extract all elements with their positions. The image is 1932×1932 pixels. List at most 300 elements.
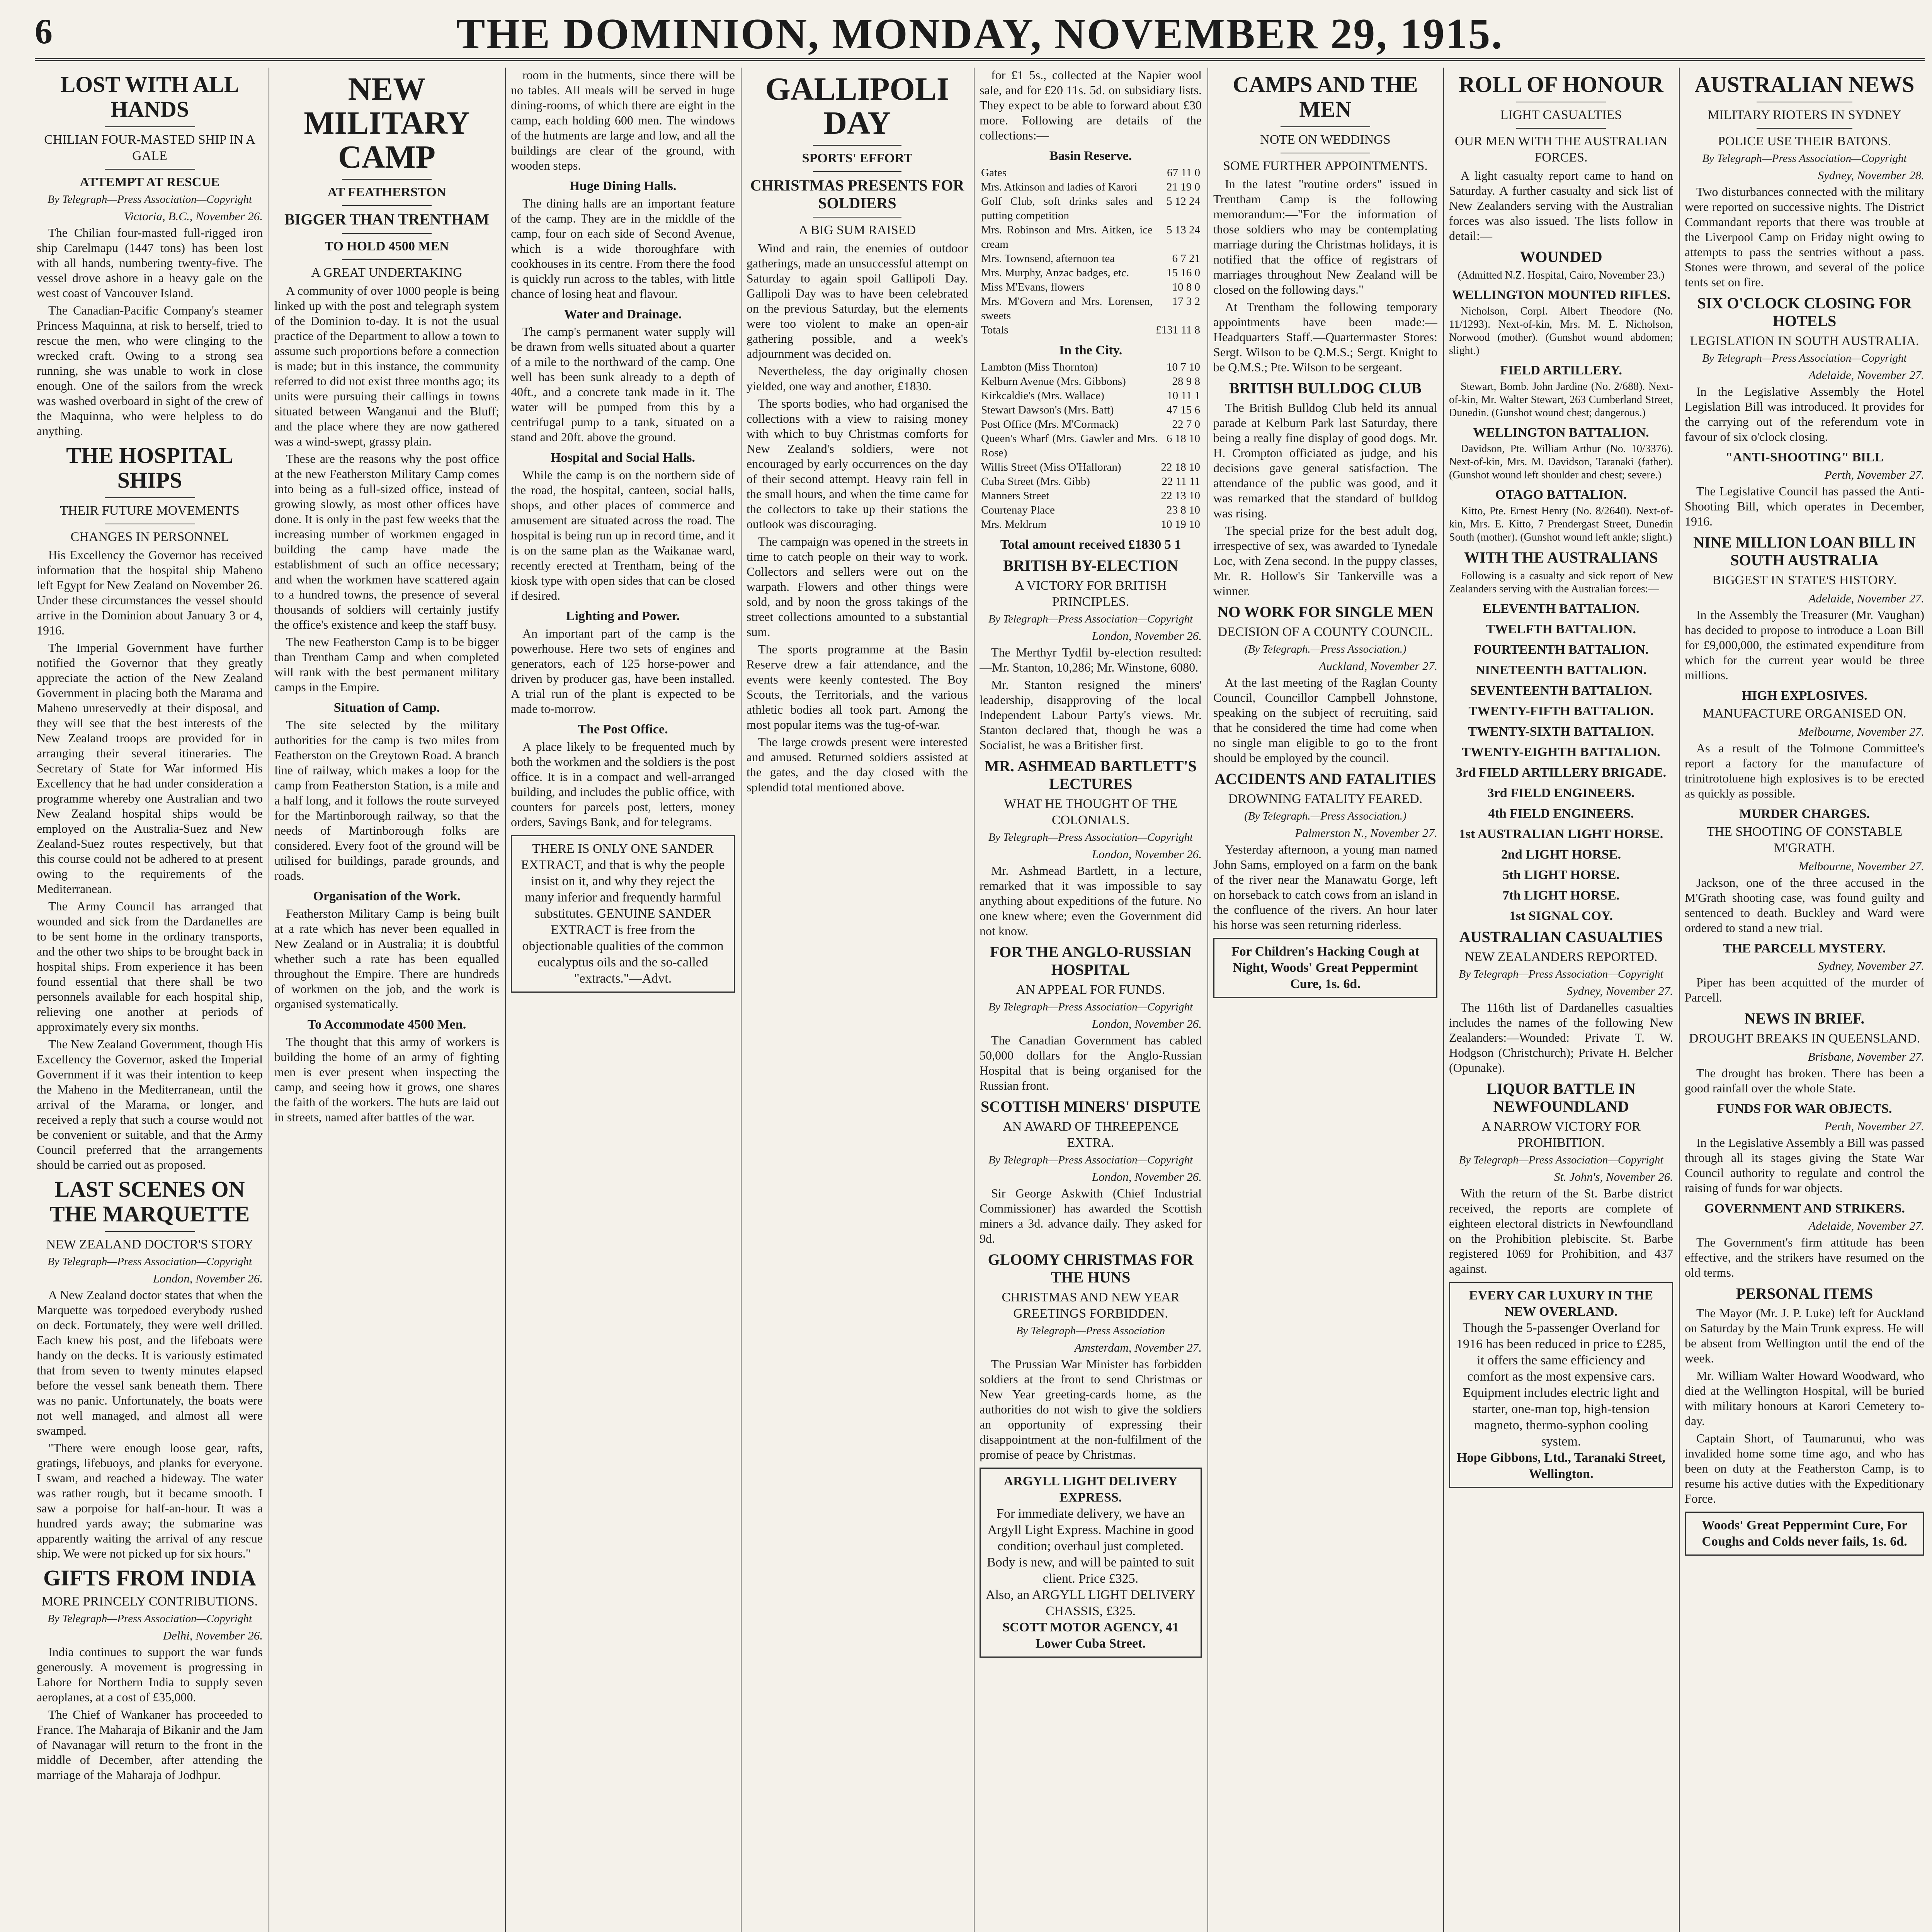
headline-six-oclock-closing: SIX O'CLOCK CLOSING FOR HOTELS	[1697, 294, 1912, 330]
collection-amount: 10 11 1	[1167, 389, 1200, 402]
ad-signature: SCOTT MOTOR AGENCY, 41 Lower Cuba Street.	[1002, 1620, 1179, 1651]
collection-label: Golf Club, soft drinks sales and putting competition	[981, 195, 1153, 222]
section-heading: Situation of Camp.	[333, 701, 440, 715]
subheading: A NARROW VICTORY FOR PROHIBITION.	[1481, 1119, 1641, 1150]
subheading: TO HOLD 4500 MEN	[325, 239, 449, 253]
subheading: MANUFACTURE ORGANISED ON.	[1702, 706, 1906, 721]
headline-roll-of-honour: ROLL OF HONOUR	[1459, 72, 1663, 97]
collection-amount: 5 12 24	[1167, 195, 1200, 207]
dateline: London, November 26.	[1092, 1170, 1202, 1184]
article-paragraph: His Excellency the Governor has received information that the hospital ship Maheno left Egypt for New Zealand on November 26. Under these circumstances the vessel should arrive in the Dominion about January 3 or 4, 1916.	[37, 548, 263, 637]
headline-british-bulldog-club: BRITISH BULLDOG CLUB	[1229, 379, 1422, 397]
collection-label: Mrs. Meldrum	[981, 518, 1047, 531]
dateline: London, November 26.	[1092, 1017, 1202, 1031]
article-paragraph: Piper has been acquitted of the murder of Parcell.	[1685, 975, 1924, 1004]
subheading: OUR MEN WITH THE AUSTRALIAN FORCES.	[1454, 134, 1668, 165]
article-paragraph: In the Legislative Assembly a Bill was passed through all its stages giving the State War Council authority to regulate and control the raising of funds for war objects.	[1685, 1136, 1924, 1195]
collection-label: Willis Street (Miss O'Halloran)	[981, 461, 1121, 473]
subheading: SOME FURTHER APPOINTMENTS.	[1223, 159, 1428, 173]
unit-heading: 2nd LIGHT HORSE.	[1501, 847, 1621, 862]
table-row	[980, 166, 1202, 180]
unit-heading: FIELD ARTILLERY.	[1500, 363, 1622, 378]
section-heading: The Post Office.	[578, 722, 668, 736]
collection-amount: 22 13 10	[1161, 490, 1200, 502]
article-paragraph: The drought has broken. There has been a good rainfall over the whole State.	[1685, 1066, 1924, 1095]
subheading: ATTEMPT AT RESCUE	[80, 175, 220, 189]
column-4	[747, 68, 968, 1932]
headline-anglo-russian-hospital: FOR THE ANGLO-RUSSIAN HOSPITAL	[990, 943, 1192, 978]
divider	[813, 171, 901, 172]
divider	[342, 233, 432, 234]
subheading: DROUGHT BREAKS IN QUEENSLAND.	[1689, 1031, 1920, 1046]
unit-heading: TWENTY-SIXTH BATTALION.	[1468, 724, 1654, 739]
unit-heading: TWENTY-FIFTH BATTALION.	[1468, 704, 1654, 718]
casualty-entry: Davidson, Pte. William Arthur (No. 10/3376). Next-of-kin, Mrs. M. Davidson, Taranaki (father). (Gunshot wound left shoulder and chest; severe.)	[1449, 443, 1673, 481]
ad-signature: Hope Gibbons, Ltd., Taranaki Street, Wellington.	[1457, 1451, 1665, 1481]
table-row	[980, 360, 1202, 374]
collection-amount: £131 11 8	[1156, 324, 1200, 336]
article-paragraph: The sports bodies, who had organised the collections with a view to raising money with which to buy Christmas comforts for New Zealand's soldiers, were not encouraged by early occurrences on the day of their second attempt. Heavy rain fell in the small hours, and when the time came for the collectors to take up their stations the outlook was discouraging.	[747, 396, 968, 531]
byline: By Telegraph—Press Association—Copyright	[988, 831, 1193, 844]
subheading: CHRISTMAS PRESENTS FOR SOLDIERS	[750, 177, 964, 212]
subheading: WHAT HE THOUGHT OF THE COLONIALS.	[1004, 797, 1177, 827]
article-paragraph: Two disturbances connected with the military were reported on successive nights. The District Commandant reports that there was trouble at the Liverpool Camp on Friday night owing to attempts to pass the sentries without a pass. Stones were thrown, and several of the police tents set on fire.	[1685, 185, 1924, 289]
dateline: Sydney, November 27.	[1818, 959, 1924, 973]
article-paragraph: In the Assembly the Treasurer (Mr. Vaughan) has decided to propose to introduce a Loan Bill for £9,000,000, the estimated expenditure from which for the current year would be three millions.	[1685, 608, 1924, 682]
article-paragraph: The campaign was opened in the streets in time to catch people on their way to work. Collectors and sellers were out on the warpath. Flowers and other things were sold, and by noon the gross takings of the street collections amounted to a substantial sum.	[747, 534, 968, 639]
table-row	[980, 374, 1202, 389]
unit-heading: FOURTEENTH BATTALION.	[1473, 643, 1649, 657]
section-heading: Huge Dining Halls.	[569, 179, 677, 193]
collection-amount: 5 13 24	[1167, 224, 1200, 236]
headline-gloomy-christmas: GLOOMY CHRISTMAS FOR THE HUNS	[988, 1251, 1194, 1286]
table-row	[980, 403, 1202, 417]
collection-amount: 10 8 0	[1172, 281, 1200, 293]
divider	[813, 217, 901, 218]
headline-accidents-fatalities: ACCIDENTS AND FATALITIES	[1214, 770, 1436, 787]
subheading: NEW ZEALAND DOCTOR'S STORY	[46, 1237, 253, 1252]
headline-gifts-from-india: GIFTS FROM INDIA	[43, 1565, 257, 1590]
section-heading: Organisation of the Work.	[313, 889, 461, 903]
table-row	[980, 503, 1202, 517]
subheading: BIGGEST IN STATE'S HISTORY.	[1712, 573, 1897, 587]
casualty-entry: Stewart, Bomb. John Jardine (No. 2/688). Next-of-kin, Mr. Walter Stewart, 263 Cumberland Street, Dunedin. (Gunshot wound chest; dangerous.)	[1449, 381, 1673, 419]
unit-heading: OTAGO BATTALION.	[1495, 488, 1627, 502]
divider	[1281, 126, 1370, 127]
article-paragraph: Jackson, one of the three accused in the M'Grath shooting case, was found guilty and sentenced to death. Buckley and Ward were ordered to stand a new trial.	[1685, 876, 1924, 935]
dateline: London, November 26.	[153, 1272, 263, 1285]
headline-government-strikers: GOVERNMENT AND STRIKERS.	[1704, 1201, 1905, 1216]
subheading: AN APPEAL FOR FUNDS.	[1016, 983, 1165, 997]
unit-heading: SEVENTEENTH BATTALION.	[1470, 684, 1652, 698]
article-paragraph: The Merthyr Tydfil by-election resulted:—Mr. Stanton, 10,286; Mr. Winstone, 6080.	[980, 645, 1202, 674]
article-paragraph: The Prussian War Minister has forbidden soldiers at the front to send Christmas or New Year greeting-cards home, as the authorities do not wish to give the soldiers an opportunity of expressing their disappointment at the non-fulfilment of the promise of peace by Christmas.	[980, 1357, 1202, 1461]
section-heading: WITH THE AUSTRALIANS	[1464, 549, 1658, 566]
dateline: London, November 26.	[1092, 629, 1202, 643]
byline: By Telegraph—Press Association	[1016, 1325, 1165, 1337]
page-number: 6	[35, 12, 53, 51]
subheading: LIGHT CASUALTIES	[1500, 108, 1622, 122]
article-paragraph: Wind and rain, the enemies of outdoor gatherings, made an unsuccessful attempt on Saturday to again spoil Gallipoli Day. Gallipoli Day was to have been celebrated on the previous Saturday, but the elements were too violent to make an open-air gathering possible, and a week's adjournment was decided on.	[747, 241, 968, 361]
article-paragraph: These are the reasons why the post office at the new Featherston Military Camp comes into being as a full-sized office, instead of growing slowly, as most other offices have done. It is only in the past few weeks that the increasing number of workmen engaged in building the camp have made the establishment of such an office necessary; and when the workmen have scattered again to a hundred towns, the presence of several thousands of soldiers will certainly justify the office's existence and keep the staff busy.	[274, 452, 499, 631]
city-collections-table	[980, 360, 1202, 532]
article-paragraph: The site selected by the military authorities for the camp is two miles from Featherston on the Greytown Road. A branch line of railway, which makes a loop for the camp from Featherston Station, is a mile and a half long, and it follows the route surveyed for the Martinborough railway, so that the needs of Martinborough folks are considered. Every foot of the ground will be utilised for buildings, parade grounds, and roads.	[274, 718, 499, 883]
divider	[105, 497, 195, 498]
article-paragraph: The Chief of Wankaner has proceeded to France. The Maharaja of Bikanir and the Jam of Navanagar will return to the front in the middle of December, after attending the marriage of the Maharaja of Jodhpur.	[37, 1708, 263, 1782]
collection-amount: 22 11 11	[1162, 475, 1200, 488]
collection-amount: 22 7 0	[1172, 418, 1200, 430]
column-rule	[1679, 68, 1680, 1932]
collection-label: Mrs. Robinson and Mrs. Aitken, ice cream	[981, 224, 1153, 250]
byline: By Telegraph—Press Association—Copyright	[988, 1001, 1193, 1013]
dateline: Melbourne, November 27.	[1798, 859, 1924, 873]
article-paragraph: The Legislative Council has passed the Anti-Shooting Bill, which operates in December, 1916.	[1685, 484, 1924, 528]
table-row	[980, 489, 1202, 503]
column-6	[1213, 68, 1437, 1932]
headline-australian-news: AUSTRALIAN NEWS	[1694, 72, 1915, 97]
article-paragraph: The Canadian-Pacific Company's steamer Princess Maquinna, at risk to herself, tried to rescue the men, who were clinging to the wrecked craft. Owing to a strong sea running, she was unable to work in close enough. One of the sailors from the wreck was washed overboard in sight of the crew of the Maquinna, who were helpless to do anything.	[37, 303, 263, 438]
unit-heading: 4th FIELD ENGINEERS.	[1488, 806, 1634, 821]
section-heading: WOUNDED	[1520, 248, 1602, 265]
article-paragraph: Nevertheless, the day originally chosen yielded, one way and another, £1830.	[747, 364, 968, 393]
subheading: NOTE ON WEDDINGS	[1260, 133, 1391, 147]
unit-heading: 7th LIGHT HORSE.	[1502, 888, 1620, 903]
divider	[342, 205, 432, 206]
section-heading: Lighting and Power.	[566, 609, 680, 623]
unit-heading: 1st AUSTRALIAN LIGHT HORSE.	[1459, 827, 1663, 841]
city-collections-table-body	[980, 360, 1202, 532]
headline-no-work-single-men: NO WORK FOR SINGLE MEN	[1217, 603, 1434, 621]
subheading: MILITARY RIOTERS IN SYDNEY	[1708, 108, 1901, 122]
collection-amount: 6 7 21	[1172, 252, 1200, 265]
dateline: London, November 26.	[1092, 847, 1202, 861]
section-heading: To Accommodate 4500 Men.	[307, 1017, 466, 1032]
article-paragraph: An important part of the camp is the powerhouse. Here two sets of engines and generators, each of 125 horse-power and driven by producer gas, have been installed. A trial run of the plant is expected to be made to-morrow.	[511, 626, 735, 716]
subheading: BIGGER THAN TRENTHAM	[284, 211, 489, 228]
column-3	[511, 68, 735, 1932]
ad-heading: EVERY CAR LUXURY IN THE NEW OVERLAND.	[1469, 1288, 1653, 1319]
advertisement-argyll	[980, 1468, 1202, 1658]
dateline: Palmerston N., November 27.	[1295, 826, 1437, 840]
dateline: Amsterdam, November 27.	[1074, 1341, 1202, 1354]
unit-heading: 3rd FIELD ENGINEERS.	[1487, 786, 1635, 800]
headline-gallipoli-day: GALLIPOLI DAY	[765, 71, 949, 141]
collection-label: Courtenay Place	[981, 504, 1055, 516]
divider	[105, 1231, 195, 1232]
article-paragraph: The dining halls are an important feature of the camp. They are in the middle of the camp, four on each side of Second Avenue, which is a wide thoroughfare with cookhouses in its centre. From there the food is quickly run across to the tables, with little chance of losing heat and flavour.	[511, 196, 735, 301]
byline: By Telegraph—Press Association—Copyright	[988, 613, 1193, 625]
divider	[105, 169, 195, 170]
column-2	[274, 68, 499, 1932]
byline: By Telegraph—Press Association—Copyright	[48, 1255, 252, 1268]
collection-label: Kelburn Avenue (Mrs. Gibbons)	[981, 375, 1126, 388]
article-paragraph: The British Bulldog Club held its annual parade at Kelburn Park last Saturday, there being a really fine display of good dogs. Mr. H. Crompton officiated as judge, and his decisions gave general satisfaction. The attendance of the public was good, and it was remarked that the standard of bulldog was rising.	[1213, 401, 1437, 520]
dateline: Melbourne, November 27.	[1798, 725, 1924, 738]
article-paragraph: India continues to support the war funds generously. A movement is progressing in Lahore for Northern India to supply seven aeroplanes, at a cost of £35,000.	[37, 1645, 263, 1704]
headline-news-in-brief: NEWS IN BRIEF.	[1744, 1010, 1865, 1027]
byline: By Telegraph—Press Association—Copyright	[48, 193, 252, 206]
subheading: A VICTORY FOR BRITISH PRINCIPLES.	[1014, 578, 1167, 609]
subheading: THE SHOOTING OF CONSTABLE M'GRATH.	[1706, 825, 1903, 855]
masthead	[35, 8, 1925, 61]
column-7	[1449, 68, 1673, 1932]
headline-anti-shooting-bill: "ANTI-SHOOTING" BILL	[1725, 450, 1884, 464]
dateline: Perth, November 27.	[1824, 1119, 1924, 1133]
article-paragraph: With the return of the St. Barbe district received, the reports are complete of eighteen electoral districts in Newfoundland on the Prohibition plebiscite. St. Barbe registered 1069 for Prohibition, and 437 against.	[1449, 1186, 1673, 1276]
collection-label: Cuba Street (Mrs. Gibb)	[981, 475, 1090, 488]
section-note: (Admitted N.Z. Hospital, Cairo, November 23.)	[1458, 269, 1665, 281]
newspaper-title: THE DOMINION, MONDAY, NOVEMBER 29, 1915.	[456, 10, 1503, 58]
article-paragraph: The 116th list of Dardanelles casualties includes the names of the following New Zealanders:—Wounded: Private T. W. Hodgson (Christchurch); Private H. Belcher (Opunake).	[1449, 1000, 1673, 1075]
byline: By Telegraph—Press Association—Copyright	[1459, 1154, 1663, 1166]
headline-high-explosives: HIGH EXPLOSIVES.	[1742, 689, 1867, 703]
article-paragraph: A place likely to be frequented much by both the workmen and the soldiers is the post office. It is in a compact and well-arranged building, and includes the public office, with counters for parcels post, letters, money orders, Savings Bank, and for telegrams.	[511, 740, 735, 829]
article-paragraph: At the last meeting of the Raglan County Council, Councillor Campbell Johnstone, speaking on the subject of recruiting, said that he considered the time had come when no single man eligible to go to the front should be employed by the council.	[1213, 675, 1437, 765]
article-paragraph: A New Zealand doctor states that when the Marquette was torpedoed everybody rushed on deck. Fortunately, they were well drilled. Each knew his post, and the lifeboats were handy on the decks. It is variously estimated that from seven to twenty minutes elapsed before the vessel sank beneath them. There was no panic. Unfortunately, the boats were not well managed, and almost all were swamped.	[37, 1288, 263, 1437]
article-paragraph: Sir George Askwith (Chief Industrial Commissioner) has awarded the Scottish miners a 3d. advance daily. They asked for 9d.	[980, 1186, 1202, 1245]
article-paragraph: The Canadian Government has cabled 50,000 dollars for the Anglo-Russian Hospital that is being organised for the Russian front.	[980, 1033, 1202, 1092]
unit-heading: NINETEENTH BATTALION.	[1475, 663, 1647, 677]
article-paragraph: The Army Council has arranged that wounded and sick from the Dardanelles are to be sent home in the ordinary transports, and the other two ships to be brought back in hospital ships. From experience it has been found essential that there shall be two personnels available for each hospital ship, relieving one another at periods of approximately every six months.	[37, 899, 263, 1034]
ad-text: Also, an ARGYLL LIGHT DELIVERY CHASSIS, £325.	[985, 1588, 1196, 1618]
byline: By Telegraph—Press Association—Copyright	[1702, 352, 1907, 364]
column-5	[980, 68, 1202, 1932]
column-rule	[741, 68, 742, 1932]
subheading: SPORTS' EFFORT	[802, 151, 913, 165]
ad-text: For immediate delivery, we have an Argyll Light Express. Machine in good condition; overhaul just completed. Body is new, and will be painted to suit client. Price £325.	[986, 1507, 1194, 1586]
article-paragraph: The Imperial Government have further notified the Governor that they greatly appreciate the action of the New Zealand Government in placing both the Marama and Maheno unreservedly at their disposal, and they will see that the best interests of the New Zealand troops are provided for in arranging their several itineraries. The Secretary of State for War informed His Excellency that he had under consideration a programme whereby one Australian and two New Zealand hospital ships would be employed on the Australia-Suez and New Zealand-Suez routes respectively, but that this course could not be adhered to at present owing to the requirements of the Mediterranean.	[37, 641, 263, 896]
headline-australian-casualties: AUSTRALIAN CASUALTIES	[1459, 928, 1663, 946]
unit-heading: WELLINGTON BATTALION.	[1473, 425, 1649, 440]
dateline: Adelaide, November 27.	[1808, 592, 1924, 605]
section-heading: Water and Drainage.	[564, 307, 682, 321]
article-paragraph: Featherston Military Camp is being built at a rate which has never been equalled in New Zealand or in Australia; it is doubtful whether such a rate has been equalled throughout the Empire. There are hundreds of workmen on the job, and the work is organised systematically.	[274, 906, 499, 1011]
unit-heading: WELLINGTON MOUNTED RIFLES.	[1452, 288, 1670, 302]
table-row	[980, 223, 1202, 252]
subheading: LEGISLATION IN SOUTH AUSTRALIA.	[1690, 334, 1919, 348]
headline-parcell-mystery: THE PARCELL MYSTERY.	[1723, 941, 1886, 956]
article-paragraph: Captain Short, of Taumarunui, who was invalided home some time ago, and who has been on duty at the Featherston Camp, is to resume his active duties with the Expeditionary Force.	[1685, 1431, 1924, 1505]
table-row	[980, 517, 1202, 532]
casualty-entry: Following is a casualty and sick report of New Zealanders serving with the Australian forces:—	[1449, 570, 1673, 595]
headline-loan-bill: NINE MILLION LOAN BILL IN SOUTH AUSTRALIA	[1693, 534, 1916, 569]
article-paragraph: The sports programme at the Basin Reserve drew a fair attendance, and the events were keenly contested. The Boy Scouts, the Territorials, and the various athletic bodies all took part. Among the most popular items was the tug-of-war.	[747, 642, 968, 731]
collection-label: Mrs. M'Govern and Mrs. Lorensen, sweets	[981, 295, 1153, 322]
dateline: Perth, November 27.	[1824, 468, 1924, 481]
article-paragraph: The special prize for the best adult dog, irrespective of sex, was awarded to Tynedale Loc, with Zena second. In the puppy classes, Mr. R. Hollow's Sir Tankerville was a winner.	[1213, 524, 1437, 598]
collection-amount: 67 11 0	[1167, 167, 1200, 179]
casualty-entry: Nicholson, Corpl. Albert Theodore (No. 11/1293). Next-of-kin, Mrs. M. E. Nicholson, Norwood (mother). (Gunshot wound abdomen; slight.)	[1449, 305, 1673, 357]
article-paragraph: Mr. Stanton resigned the miners' leadership, disapproving of the local Independent Labour Party's views. Mr. Stanton declared that, though he was a Socialist, he was a Britisher first.	[980, 678, 1202, 752]
article-paragraph: While the camp is on the northern side of the road, the hospital, canteen, social halls, shops, and other places of commerce and amusement are situated across the road. The hospital is being run up in record time, and it is on the same plan as the Waikanae ward, recently erected at Trentham, being of the kiosk type with open sides that can be closed if desired.	[511, 468, 735, 602]
advertisement-peppermint-cure: Woods' Great Peppermint Cure, For Coughs and Colds never fails, 1s. 6d.	[1685, 1512, 1924, 1556]
divider	[1516, 128, 1606, 129]
byline: By Telegraph—Press Association—Copyright	[1702, 152, 1907, 165]
article-paragraph: The Chilian four-masted full-rigged iron ship Carelmapu (1447 tons) has been lost with all hands, numbering twenty-five. The vessel drove ashore in a heavy gale on the west coast of Vancouver Island.	[37, 226, 263, 300]
subheading: MORE PRINCELY CONTRIBUTIONS.	[41, 1594, 258, 1609]
article-paragraph: In the latest "routine orders" issued in Trentham Camp is the following memorandum:—"For the information of those soldiers who may be contemplating marriage during the Christmas holidays, it is notified that the office of registrars of marriages throughout New Zealand will be closed on the following days."	[1213, 177, 1437, 296]
advertisement-overland	[1449, 1282, 1673, 1488]
headline-lost-with-all-hands: LOST WITH ALL HANDS	[60, 72, 239, 122]
article-paragraph: Mr. William Walter Howard Woodward, who died at the Wellington Hospital, will be buried with military honours at Karori Cemetery to-day.	[1685, 1369, 1924, 1428]
article-paragraph: As a result of the Tolmone Committee's report a factory for the manufacture of trinitrotoluene high explosives is to be erected as quickly as possible.	[1685, 741, 1924, 800]
headline-marquette: LAST SCENES ON THE MARQUETTE	[49, 1177, 250, 1226]
collection-amount: 10 7 10	[1167, 361, 1200, 373]
article-paragraph: In the Legislative Assembly the Hotel Legislation Bill was introduced. It provides for the carrying out of the referendum vote in favour of six o'clock closing.	[1685, 384, 1924, 444]
table-row	[980, 294, 1202, 323]
collection-amount: 47 15 6	[1167, 404, 1200, 416]
ledger-title: Basin Reserve.	[1049, 149, 1132, 163]
article-paragraph: At Trentham the following temporary appointments have been made:— Headquarters Staff.—Quartermaster Stores: Sergt. Wilson to be Q.M.S.; Sergt. Knight to be Q.M.S.; Pte. Wilson to be sergeant.	[1213, 300, 1437, 374]
headline-funds-war-objects: FUNDS FOR WAR OBJECTS.	[1717, 1102, 1892, 1116]
dateline: Sydney, November 28.	[1818, 168, 1924, 182]
dateline: Sydney, November 27.	[1566, 984, 1673, 998]
headline-british-by-election: BRITISH BY-ELECTION	[1003, 557, 1179, 574]
article-paragraph: The camp's permanent water supply will be drawn from wells situated about a quarter of a mile to the northward of the camp. One well has been sunk already to a depth of 40ft., and a concrete tank made in it. The water will be pumped from this by a centrifugal pump to a tank, situated on a stand and 20ft. above the ground.	[511, 325, 735, 444]
collections-table-body	[980, 166, 1202, 337]
subheading: THEIR FUTURE MOVEMENTS	[60, 503, 240, 518]
collection-amount: 22 18 10	[1161, 461, 1200, 473]
dateline: Adelaide, November 27.	[1808, 1219, 1924, 1233]
article-paragraph: The new Featherston Camp is to be bigger than Trentham Camp and when completed will rank with the best permanent military camps in the Empire.	[274, 635, 499, 694]
article-paragraph: A light casualty report came to hand on Saturday. A further casualty and sick list of New Zealanders serving with the Australian forces was also issued. The lists follow in detail:—	[1449, 168, 1673, 243]
subheading: A BIG SUM RAISED	[798, 223, 916, 237]
headline-camps-and-men: CAMPS AND THE MEN	[1233, 72, 1418, 122]
subheading: DECISION OF A COUNTY COUNCIL.	[1218, 625, 1433, 639]
unit-heading: 5th LIGHT HORSE.	[1502, 868, 1620, 882]
byline: By Telegraph—Press Association—Copyright	[1459, 968, 1663, 980]
table-row	[980, 460, 1202, 474]
dateline: Auckland, November 27.	[1319, 659, 1437, 673]
subheading: CHRISTMAS AND NEW YEAR GREETINGS FORBIDDEN.	[1002, 1290, 1180, 1321]
ledger-title: In the City.	[1059, 343, 1122, 357]
byline: (By Telegraph.—Press Association.)	[1244, 810, 1406, 822]
article-paragraph: Yesterday afternoon, a young man named John Sams, employed on a farm on the bank of the river near the Manawatu Gorge, left on horseback to catch cows from an island in the confluence of the rivers. An hour later his horse was seen returning riderless.	[1213, 842, 1437, 932]
collection-label: Totals	[981, 324, 1009, 336]
table-row	[980, 323, 1202, 337]
collection-label: Mrs. Murphy, Anzac badges, etc.	[981, 267, 1129, 279]
table-row	[980, 252, 1202, 266]
collection-amount: 6 18 10	[1167, 432, 1200, 445]
unit-heading: 1st SIGNAL COY.	[1509, 909, 1613, 923]
unit-heading: TWELFTH BATTALION.	[1486, 622, 1636, 636]
collection-label: Manners Street	[981, 490, 1049, 502]
article-paragraph: The Mayor (Mr. J. P. Luke) left for Auckland on Saturday by the Main Trunk express. He will be absent from Wellington until the end of the week.	[1685, 1306, 1924, 1365]
collection-amount: 15 16 0	[1167, 267, 1200, 279]
unit-heading: 3rd FIELD ARTILLERY BRIGADE.	[1456, 765, 1667, 780]
article-paragraph: Mr. Ashmead Bartlett, in a lecture, remarked that it was impossible to say anything about expeditions of the future. No one knew where; even the Government did not know.	[980, 864, 1202, 938]
divider	[105, 126, 195, 127]
byline: (By Telegraph.—Press Association.)	[1244, 643, 1406, 655]
column-8	[1685, 68, 1924, 1932]
ad-heading: ARGYLL LIGHT DELIVERY EXPRESS.	[1003, 1474, 1178, 1505]
divider	[342, 259, 432, 260]
dateline: Brisbane, November 27.	[1808, 1050, 1924, 1063]
collection-amount: 28 9 8	[1172, 375, 1200, 388]
article-paragraph: The large crowds present were interested and amused. Returned soldiers assisted at the gates, and the day closed with the splendid total mentioned above.	[747, 735, 968, 794]
subheading: AN AWARD OF THREEPENCE EXTRA.	[1003, 1119, 1179, 1150]
article-paragraph: The New Zealand Government, though His Excellency the Governor, asked the Imperial Government if it was their intention to keep the Maheno in the Mediterranean, until the arrival of the Marama, or longer, and received a reply that such a course would not be convenient or suitable, and that the Army Council preferred that the arrangements should be carried out as proposed.	[37, 1037, 263, 1172]
subheading: POLICE USE THEIR BATONS.	[1718, 134, 1891, 148]
table-row	[980, 280, 1202, 294]
byline: By Telegraph—Press Association—Copyright	[48, 1612, 252, 1625]
table-row	[980, 266, 1202, 280]
dateline: Victoria, B.C., November 26.	[124, 209, 263, 223]
headline-new-military-camp: NEW MILITARY CAMP	[304, 71, 470, 175]
section-heading: Hospital and Social Halls.	[550, 451, 696, 465]
column-rule	[974, 68, 975, 1932]
collection-label: Lambton (Miss Thornton)	[981, 361, 1098, 373]
headline-scottish-miners: SCOTTISH MINERS' DISPUTE	[980, 1098, 1201, 1115]
dateline: Adelaide, November 27.	[1808, 368, 1924, 382]
divider	[813, 145, 901, 146]
article-paragraph: The thought that this army of workers is building the home of an army of fighting men is ever present when inspecting the camp, and seeing how it grows, one shares the faith of the workers. The huts are laid out in streets, named after battles of the war.	[274, 1035, 499, 1124]
subheading: A GREAT UNDERTAKING	[311, 265, 463, 280]
column-rule	[505, 68, 506, 1932]
casualty-entry: Kitto, Pte. Ernest Henry (No. 8/2640). Next-of-kin, Mrs. E. Kitto, 7 Prendergast Street, Dunedin South (mother). (Gunshot wound left ankle; slight.)	[1449, 505, 1673, 543]
dateline: Delhi, November 26.	[163, 1629, 263, 1642]
collection-label: Queen's Wharf (Mrs. Gawler and Mrs. Rose)	[981, 432, 1158, 459]
unit-heading: TWENTY-EIGHTH BATTALION.	[1462, 745, 1660, 759]
collection-label: Stewart Dawson's (Mrs. Batt)	[981, 404, 1114, 416]
column-rule	[1443, 68, 1444, 1932]
collection-label: Gates	[981, 167, 1007, 179]
ad-text: Though the 5-passenger Overland for 1916 has been reduced in price to £285, it offers the same efficiency and comfort as the most expensive cars. Equipment includes electric light and starter, one-man top, high-tension magneto, thermo-syphon cooling system.	[1456, 1321, 1666, 1449]
collection-amount: 21 19 0	[1167, 181, 1200, 193]
table-row	[980, 180, 1202, 194]
collection-label: Kirkcaldie's (Mrs. Wallace)	[981, 389, 1104, 402]
headline-hospital-ships: THE HOSPITAL SHIPS	[66, 443, 233, 493]
table-row	[980, 417, 1202, 432]
divider	[342, 179, 432, 180]
collection-amount: 10 19 10	[1161, 518, 1200, 531]
collection-label: Mrs. Atkinson and ladies of Karori	[981, 181, 1138, 193]
subheading: AT FEATHERSTON	[327, 185, 446, 199]
article-paragraph: The Government's firm attitude has been effective, and the strikers have resumed on the old terms.	[1685, 1235, 1924, 1279]
advertisement-peppermint-cure: For Children's Hacking Cough at Night, Woods' Great Peppermint Cure, 1s. 6d.	[1213, 938, 1437, 998]
table-row	[980, 432, 1202, 460]
collection-amount: 23 8 10	[1167, 504, 1200, 516]
headline-personal-items: PERSONAL ITEMS	[1736, 1285, 1873, 1302]
subheading: DROWNING FATALITY FEARED.	[1228, 792, 1423, 806]
collections-table	[980, 166, 1202, 337]
divider	[1757, 128, 1852, 129]
dateline: St. John's, November 26.	[1554, 1170, 1673, 1184]
byline: By Telegraph—Press Association—Copyright	[988, 1154, 1193, 1166]
article-paragraph: room in the hutments, since there will be no tables. All meals will be served in huge dining-rooms, of which there are eight in the camp, each holding 600 men. The windows of the hutments are large and low, and all the buildings are clear of the ground, with wooden steps.	[511, 68, 735, 172]
table-row	[980, 474, 1202, 489]
collection-label: Post Office (Mrs. M'Cormack)	[981, 418, 1119, 430]
collection-label: Miss M'Evans, flowers	[981, 281, 1085, 293]
ledger-total: Total amount received £1830 5 1	[1000, 537, 1181, 552]
table-row	[980, 194, 1202, 223]
article-paragraph: for £1 5s., collected at the Napier wool sale, and for £20 11s. 5d. on subsidiary lists. They expect to be able to forward about £30 more. Following are details of the collections:—	[980, 68, 1202, 142]
headline-liquor-battle: LIQUOR BATTLE IN NEWFOUNDLAND	[1486, 1080, 1636, 1115]
headline-ashmead-bartlett: MR. ASHMEAD BARTLETT'S LECTURES	[985, 757, 1197, 793]
column-1	[37, 68, 263, 1932]
subheading: NEW ZEALANDERS REPORTED.	[1464, 950, 1658, 964]
article-paragraph: "There were enough loose gear, rafts, gratings, lifebuoys, and planks for everyone. I swam, and reached a hideway. The water was rather rough, but it became smooth. I saw a porpoise for half-an-hour. It was a hundred yards away; the submarine was apparently waiting the arrival of any rescue ship. We were not picked up for six hours."	[37, 1441, 263, 1560]
subheading: CHANGES IN PERSONNEL	[70, 530, 229, 544]
unit-heading: ELEVENTH BATTALION.	[1483, 602, 1639, 616]
subheading: CHILIAN FOUR-MASTED SHIP IN A GALE	[44, 133, 255, 163]
headline-murder-charges: MURDER CHARGES.	[1739, 807, 1870, 821]
table-row	[980, 389, 1202, 403]
article-paragraph: A community of over 1000 people is being linked up with the post and telegraph system of the Dominion to-day. It is not the usual practice of the Department to allow a town to assume such proportions before a connection is made; but in this instance, the community referred to did not exist three months ago; its units were pursuing their callings in towns situated between Wanganui and the Bluff; and the place where they are now gathered was a wind-swept, grassy plain.	[274, 284, 499, 448]
collection-amount: 17 3 2	[1172, 295, 1200, 308]
advertisement-sander-extract: THERE IS ONLY ONE SANDER EXTRACT, and that is why the people insist on it, and why they reject the many inferior and frequently harmful substitutes. GENUINE SANDER EXTRACT is free from the objectionable qualities of the common eucalyptus oils and the so-called "extracts."—Advt.	[511, 835, 735, 993]
collection-label: Mrs. Townsend, afternoon tea	[981, 252, 1115, 265]
